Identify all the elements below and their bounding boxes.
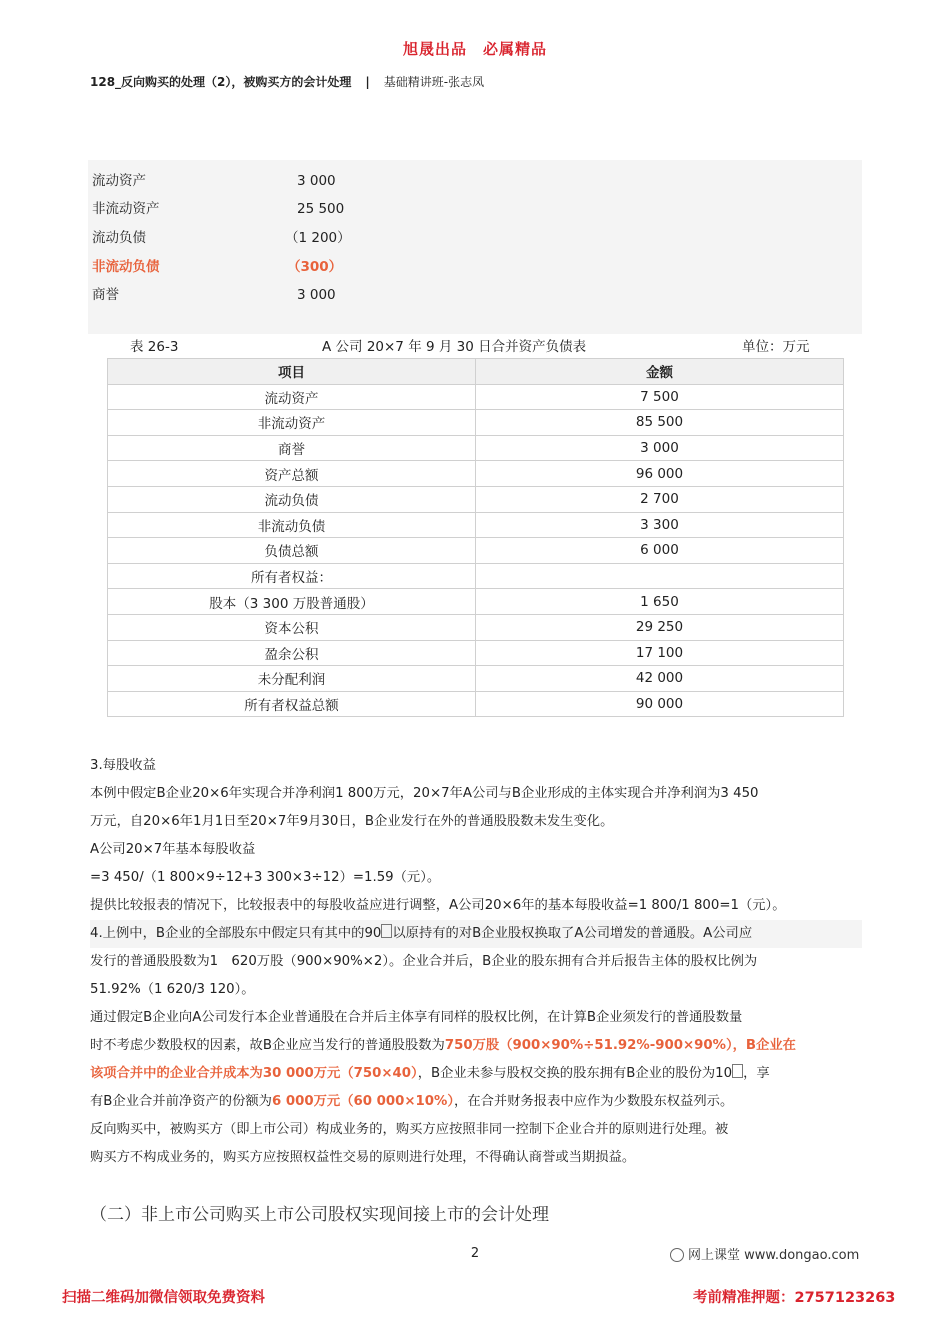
eps-paragraph-line: A公司20×7年基本每股收益 [90, 842, 256, 857]
row-label: 资产总额 [108, 461, 476, 487]
text-span: 时不考虑少数股权的因素，故B企业应当发行的普通股股数为 [90, 1038, 445, 1053]
text-span: 以原持有的对B企业股权换取了A公司增发的普通股。A公司应 [392, 926, 753, 941]
column-header-amount: 金额 [476, 359, 844, 385]
eps-comparative-note: 提供比较报表的情况下，比较报表中的每股收益应进行调整，A公司20×6年的基本每股收益=1 800/1 800=1（元）。 [90, 898, 786, 913]
minority-line: 反向购买中，被购买方（即上市公司）构成业务的，购买方应按照非同一控制下企业合并的原则进行处理。被 [90, 1122, 729, 1137]
row-amount: 2 700 [476, 486, 844, 512]
summary-value: （1 200） [285, 230, 351, 246]
banner: 旭晟出品 必属精品 [402, 40, 547, 58]
row-amount: 3 000 [476, 435, 844, 461]
summary-block [88, 160, 862, 334]
brand-text: 网上课堂 www.dongao.com [688, 1248, 860, 1263]
table-row [108, 691, 844, 717]
table-row [108, 435, 844, 461]
row-amount: 85 500 [476, 410, 844, 436]
percent-glyph-box [732, 1064, 743, 1078]
footer-promo-left: 扫描二维码加微信领取免费资料 [62, 1290, 265, 1306]
lecture-title: 128_反向购买的处理（2），被购买方的会计处理 [90, 75, 352, 89]
summary-label: 非流动资产 [92, 201, 160, 217]
table-row [108, 486, 844, 512]
course-name: 基础精讲班-张志凤 [383, 75, 485, 89]
row-label: 非流动负债 [108, 512, 476, 538]
row-amount [476, 563, 844, 589]
table-number: 表 26-3 [130, 339, 179, 355]
row-amount: 7 500 [476, 384, 844, 410]
table-header-row [108, 359, 844, 385]
minority-line [90, 1032, 862, 1060]
row-amount: 90 000 [476, 691, 844, 717]
doc-header [90, 73, 484, 90]
text-span: ，B企业未参与股权交换的股东拥有B企业的股份为10 [417, 1066, 733, 1081]
row-label: 商誉 [108, 435, 476, 461]
eps-paragraph-line: 本例中假定B企业20×6年实现合并净利润1 800万元，20×7年A公司与B企业形成的主体实现合并净利润为3 450 [90, 786, 759, 801]
row-amount: 17 100 [476, 640, 844, 666]
row-amount: 96 000 [476, 461, 844, 487]
row-amount: 29 250 [476, 614, 844, 640]
text-span: ，享 [743, 1066, 770, 1081]
column-header-item: 项目 [108, 359, 476, 385]
highlight-text: 该项合并中的企业合并成本为30 000万元（750×40） [90, 1066, 418, 1081]
minority-line: 购买方不构成业务的，购买方应按照权益性交易的原则进行处理，不得确认商誉或当期损益。 [90, 1150, 636, 1165]
row-label: 未分配利润 [108, 666, 476, 692]
text-span: 4.上例中，B企业的全部股东中假定只有其中的90 [90, 926, 382, 941]
header-separator: | [365, 75, 370, 89]
summary-value: 3 000 [297, 173, 336, 189]
row-label: 盈余公积 [108, 640, 476, 666]
eps-section [90, 752, 862, 1172]
highlight-text: 6 000万元（60 000×10%） [271, 1094, 455, 1109]
minority-line: 通过假定B企业向A公司发行本企业普通股在合并后主体享有同样的股权比例，在计算B企业须发行的普通股数量 [90, 1010, 743, 1025]
minority-line [90, 1088, 862, 1116]
row-label: 股本（3 300 万股普通股） [108, 589, 476, 615]
summary-value: 3 000 [297, 287, 336, 303]
row-amount: 1 650 [476, 589, 844, 615]
summary-label: 非流动负债 [92, 259, 160, 275]
row-label: 流动负债 [108, 486, 476, 512]
section-heading: （二）非上市公司购买上市公司股权实现间接上市的会计处理 [90, 1205, 549, 1225]
table-row [108, 410, 844, 436]
eps-heading: 3.每股收益 [90, 758, 156, 773]
page-number: 2 [470, 1246, 480, 1261]
row-amount: 6 000 [476, 538, 844, 564]
row-label: 流动资产 [108, 384, 476, 410]
row-label: 资本公积 [108, 614, 476, 640]
minority-line: 51.92%（1 620/3 120）。 [90, 982, 255, 997]
summary-value: 25 500 [297, 201, 345, 217]
table-title: A 公司 20×7 年 9 月 30 日合并资产负债表 [322, 339, 587, 355]
row-amount: 3 300 [476, 512, 844, 538]
summary-label: 流动资产 [92, 173, 146, 189]
text-span: ，在合并财务报表中应作为少数股东权益列示。 [454, 1094, 734, 1109]
dongao-logo-icon [670, 1248, 684, 1262]
row-label: 所有者权益： [108, 563, 476, 589]
text-span: 有B企业合并前净资产的份额为 [90, 1094, 272, 1109]
table-unit: 单位：万元 [742, 339, 810, 355]
minority-line [90, 1060, 862, 1088]
table-row [108, 666, 844, 692]
row-label: 非流动资产 [108, 410, 476, 436]
eps-paragraph-line: 万元，自20×6年1月1日至20×7年9月30日，B企业发行在外的普通股股数未发生变化。 [90, 814, 614, 829]
table-row [108, 614, 844, 640]
summary-label: 商誉 [92, 287, 119, 303]
minority-line: 发行的普通股股数为1 620万股（900×90%×2）。企业合并后，B企业的股东拥有合并后报告主体的股权比例为 [90, 954, 758, 969]
brand-footer [670, 1244, 859, 1263]
table-row [108, 384, 844, 410]
eps-formula: =3 450/（1 800×9÷12+3 300×3÷12）=1.59（元）。 [90, 870, 441, 885]
table-row [108, 538, 844, 564]
row-amount: 42 000 [476, 666, 844, 692]
row-label: 所有者权益总额 [108, 691, 476, 717]
table-row [108, 640, 844, 666]
summary-label: 流动负债 [92, 230, 146, 246]
table-row [108, 589, 844, 615]
minority-line [90, 920, 862, 948]
footer-promo-right: 考前精准押题：2757123263 [693, 1290, 896, 1306]
highlight-text: 750万股（900×90%÷51.92%-900×90%），B企业在 [444, 1038, 796, 1053]
table-row [108, 461, 844, 487]
summary-value: （300） [287, 259, 343, 275]
row-label: 负债总额 [108, 538, 476, 564]
table-row [108, 563, 844, 589]
table-caption [90, 337, 830, 357]
balance-sheet-table [107, 358, 844, 717]
table-row [108, 512, 844, 538]
percent-glyph-box [381, 924, 392, 938]
